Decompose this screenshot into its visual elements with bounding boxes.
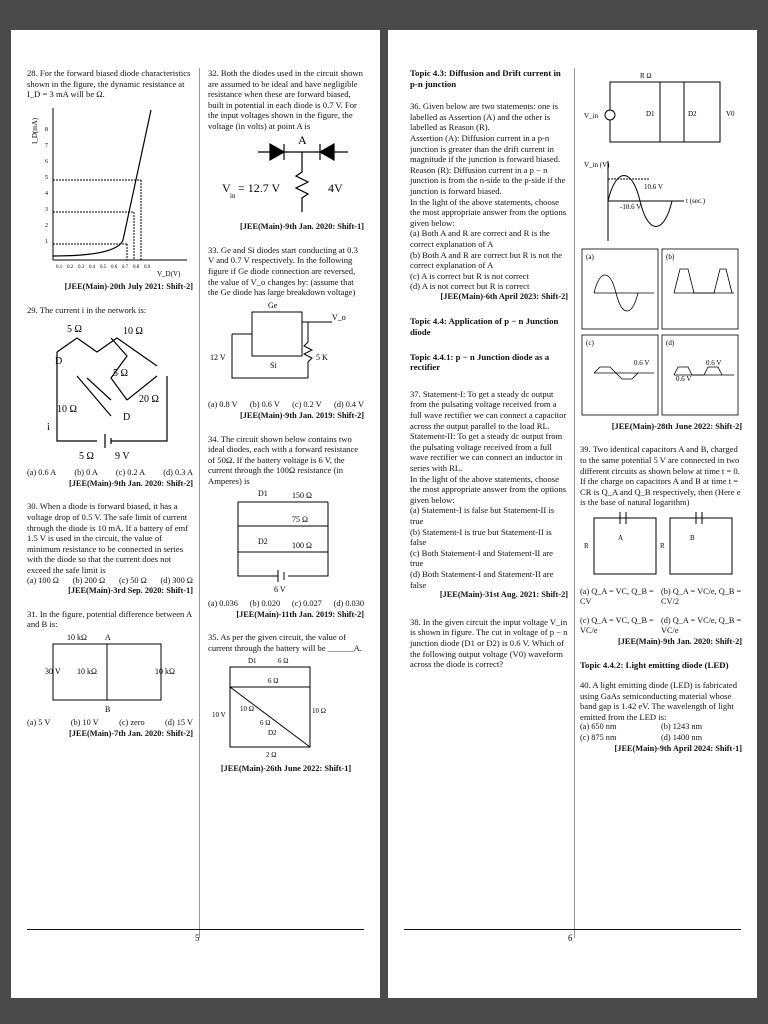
option[interactable]: (c) 875 nm — [580, 733, 617, 743]
q40-options — [580, 722, 742, 743]
footer-rule — [27, 929, 364, 930]
y-tick: 7 — [45, 142, 48, 149]
label: V_in — [584, 112, 598, 120]
option[interactable]: (a) Statement-I is false but Statement-II is true — [410, 505, 555, 526]
q33-options — [208, 400, 364, 411]
option[interactable]: (b) 200 Ω — [72, 575, 106, 585]
label: V_in (V) — [584, 160, 610, 169]
y-tick: 8 — [45, 126, 48, 133]
q29-ref: [JEE(Main)-9th Jan. 2020: Shift-2] — [69, 478, 193, 488]
footer-rule — [404, 929, 741, 930]
q38-text: 38. In the given circuit the input voltage V_in is shown in figure. The cut in voltage of p − n junction diode (D1 or D2) is 0.6 V. Which of the following output voltage (V0) waveform across the diode is correct? — [410, 616, 568, 670]
q31-circuit — [27, 630, 193, 716]
q32-text: 32. Both the diodes used in the circuit shown are assumed to be ideal and have negligible resistance when these are forward biased, built in potential in each diode is 0.7 V. For the input voltages shown in the figure, the voltage (in volts) at point A is — [208, 68, 363, 131]
option[interactable]: (b) 10 V — [70, 718, 99, 728]
x-tick: 0.9 — [144, 264, 151, 270]
option[interactable]: (a) 0.8 V — [208, 400, 238, 410]
label: 2 Ω — [266, 751, 277, 760]
y-tick: 1 — [45, 238, 48, 245]
q38-options-grid[interactable] — [580, 247, 742, 419]
column-divider — [574, 68, 575, 938]
label: A — [105, 632, 111, 642]
option[interactable]: (c) 50 Ω — [118, 575, 147, 585]
label: 4V — [328, 180, 343, 195]
label: 9 V — [115, 450, 130, 462]
q29-options — [27, 468, 193, 479]
q39-ref: [JEE(Main)-9th Jan. 2020: Shift-2] — [618, 636, 742, 646]
option[interactable]: (d) 15 V — [165, 718, 193, 728]
label: 30 V — [45, 666, 61, 676]
q40-ref: [JEE(Main)-9th April 2024: Shift-1] — [614, 743, 742, 753]
label: 0.6 V — [634, 359, 650, 368]
right-page-col1 — [410, 68, 568, 670]
label: A — [298, 132, 307, 147]
y-tick: 6 — [45, 158, 48, 165]
label: 5 Ω — [113, 367, 128, 379]
q33-circuit — [208, 298, 364, 398]
q37-instruction: In the light of the above statements, choose the most appropriate answer from the options given below: — [410, 473, 567, 505]
page-number: 5 — [195, 933, 200, 943]
option[interactable]: (b) Q_A = VC/e, Q_B = CV/2 — [661, 586, 742, 607]
option[interactable]: (b) 1243 nm — [661, 722, 703, 732]
x-tick: 0.4 — [89, 264, 96, 270]
label: 150 Ω — [292, 491, 312, 501]
q33-text: 33. Ge and Si diodes start conducting at 0.3 V and 0.7 V respectively. In the following figure if Ge diode connection are reversed, the value of V_o changes by: (assume that the Ge diode has large breakdown voltage) — [208, 244, 358, 298]
q40-text: 40. A light emitting diode (LED) is fabricated using GaAs semiconducting material whose band gap is 1.42 eV. The wavelength of light emitted from the LED is: — [580, 680, 738, 722]
option[interactable]: (d) 0.030 — [333, 599, 364, 609]
topic-4-4-2: Topic 4.4.2: Light emitting diode (LED) — [580, 659, 729, 670]
label: B — [690, 533, 695, 542]
y-tick: 5 — [45, 174, 48, 181]
x-tick: 0.1 — [56, 264, 63, 270]
x-tick: 0.8 — [133, 264, 140, 270]
q28-y-label: I_D(mA) — [31, 117, 39, 144]
q34-circuit — [208, 486, 364, 596]
label: D — [123, 411, 131, 423]
q28-curve — [53, 110, 151, 256]
q37-s1: 37. Statement-I: To get a steady dc output from the pulsating voltage received from a full wave rectifier we can connect a capacitor across the output parallel to the load RL. — [410, 388, 567, 431]
q36-ref: [JEE(Main)-6th April 2023: Shift-2] — [440, 291, 568, 301]
label: 75 Ω — [292, 515, 308, 525]
x-tick: 0.5 — [100, 264, 107, 270]
label: 6 Ω — [268, 677, 279, 686]
label: -10.6 V — [620, 202, 642, 211]
q28-x-label: V_D(V) — [157, 269, 181, 278]
option[interactable]: (c) 0.2 V — [292, 400, 322, 410]
option[interactable]: (d) 0.3 A — [163, 468, 193, 478]
label: 0.6 V — [706, 359, 722, 368]
label: (a) — [586, 253, 594, 262]
label: 0.6 V — [676, 375, 692, 384]
label: (b) — [666, 253, 675, 262]
right-page — [388, 30, 757, 998]
label: = 12.7 V — [238, 180, 281, 195]
label: 5 K — [316, 352, 328, 362]
x-tick: 0.6 — [111, 264, 118, 270]
label: 10 kΩ — [77, 666, 97, 676]
label: 10 Ω — [240, 705, 254, 714]
q29-circuit — [27, 316, 193, 466]
x-tick: 0.2 — [67, 264, 74, 270]
q34-options — [208, 599, 364, 610]
option[interactable]: (d) A is not correct but R is correct — [410, 281, 530, 292]
label: D1 — [646, 110, 655, 118]
topic-4-4: Topic 4.4: Application of p − n Junction diode — [410, 316, 559, 338]
option[interactable]: (d) 0.4 V — [333, 400, 364, 410]
y-tick: 4 — [45, 190, 48, 197]
label: R Ω — [640, 72, 652, 80]
left-page-col1 — [27, 68, 193, 740]
option[interactable]: (a) 100 Ω — [27, 575, 59, 585]
topic-4-3: Topic 4.3: Diffusion and Drift current in p-n junction — [410, 68, 561, 89]
q28-text: 28. For the forward biased diode characteristics shown in the figure, the dynamic resistance at I_D = 3 mA will be Ω. — [27, 68, 191, 100]
q29-text: 29. The current i in the network is: — [27, 304, 147, 315]
q33-ref: [JEE(Main)-9th Jan. 2019: Shift-2] — [240, 410, 364, 420]
right-page-col2 — [580, 68, 742, 754]
label: D2 — [688, 110, 697, 118]
q34-text: 34. The circuit shown below contains two ideal diodes, each with a forward resistance of 50Ω. If the battery voltage is 6 V, the current through the 100Ω resistance (in Amperes) is — [208, 433, 359, 486]
q32-circuit — [208, 132, 364, 220]
label: i — [47, 421, 50, 433]
option[interactable]: (d) Q_A = VC/e, Q_B = VC/e — [661, 615, 742, 636]
label: R — [660, 541, 665, 550]
q31-text: 31. In the figure, potential difference between A and B is: — [27, 608, 192, 630]
label: 10 Ω — [57, 403, 77, 415]
label: A — [618, 533, 624, 542]
q31-options — [27, 718, 193, 729]
q30-options — [27, 576, 193, 587]
q36-text: 36. Given below are two statements: one is labelled as Assertion (A) and the other is labelled as Reason (R). — [410, 101, 558, 133]
q30-text: 30. When a diode is forward biased, it has a voltage drop of 0.5 V. The safe limit of current through the diode is 10 mA. If a battery of emf 1.5 V is used in the circuit, the value of minimum resistance to be connected in series with the diode so that the current does not exceed the safe limit is — [27, 501, 189, 575]
option[interactable]: (a) 0.6 A — [27, 468, 57, 478]
label: 100 Ω — [292, 541, 312, 551]
left-page-col2 — [208, 68, 364, 775]
label: 5 Ω — [79, 450, 94, 462]
q31-ref: [JEE(Main)-7th Jan. 2020: Shift-2] — [69, 729, 193, 739]
q36-assertion: Assertion (A): Diffusion current in a p-n junction is greater than the drift current in magnitude if the junction is forward biased. — [410, 132, 561, 165]
label: D1 — [258, 489, 268, 499]
y-tick: 2 — [45, 222, 48, 229]
q35-ref: [JEE(Main)-26th June 2022: Shift-1] — [220, 764, 352, 774]
label: V_o — [332, 312, 346, 322]
label: 10 Ω — [312, 707, 326, 716]
label: D — [55, 355, 63, 367]
label: t (sec.) — [686, 196, 706, 205]
q28-ref: [JEE(Main)-20th July 2021: Shift-2] — [64, 282, 193, 292]
label: 10 V — [212, 711, 226, 720]
column-divider — [199, 68, 200, 938]
q34-ref: [JEE(Main)-11th Jan. 2019: Shift-2] — [236, 609, 364, 619]
q30-ref: [JEE(Main)-3rd Sep. 2020: Shift-1] — [68, 586, 193, 596]
label: 6 Ω — [278, 657, 289, 666]
option[interactable]: (d) 300 Ω — [160, 575, 193, 585]
label: 10 kΩ — [155, 666, 175, 676]
label: (d) — [666, 339, 675, 348]
label: V — [222, 180, 231, 195]
label: 20 Ω — [139, 393, 159, 405]
option[interactable]: (c) Q_A = VC, Q_B = VC/e — [580, 615, 654, 636]
option[interactable]: (c) 0.2 A — [115, 468, 146, 478]
q35-text: 35. As per the given circuit, the value of current through the battery will be ______A. — [208, 632, 362, 653]
option[interactable]: (b) Both A and R are correct but R is not the correct explanation of A — [410, 249, 563, 271]
option[interactable]: (c) 0.027 — [291, 599, 322, 609]
option[interactable]: (c) A is correct but R is not correct — [410, 270, 529, 281]
option[interactable]: (b) 0.020 — [249, 599, 281, 609]
label: 10 Ω — [123, 325, 143, 337]
q38-ref: [JEE(Main)-28th June 2022: Shift-2] — [611, 421, 742, 431]
q37-ref: [JEE(Main)-31st Aug. 2021: Shift-2] — [439, 590, 568, 600]
option[interactable]: (b) 0.6 V — [249, 400, 280, 410]
q37-s2: Statement-II: To get a steady dc output from the pulsating voltage received from a full wave rectifier we can connect an inductor in series with RL. — [410, 431, 563, 473]
q38-input-wave — [580, 157, 742, 245]
q39-circuits — [580, 508, 742, 580]
label: 10 kΩ — [67, 632, 87, 642]
option[interactable]: (a) 5 V — [27, 718, 51, 728]
option[interactable]: (d) 1400 nm — [661, 733, 703, 743]
label: (c) — [586, 339, 594, 348]
x-tick: 0.3 — [78, 264, 85, 270]
label: D2 — [268, 729, 277, 738]
q38-circuit — [580, 68, 742, 154]
option[interactable]: (c) Both Statement-I and Statement-II are true — [410, 547, 553, 569]
label: Ge — [268, 300, 278, 310]
option[interactable]: (d) Both Statement-I and Statement-II are false — [410, 568, 554, 590]
label: 6 V — [274, 585, 286, 595]
label: B — [105, 704, 111, 714]
q36-reason: Reason (R): Diffusion current in a p − n junction is from the n-side to the p-side if the junction is forward biased. — [410, 164, 566, 196]
q32-ref: [JEE(Main)-9th Jan. 2020: Shift-1] — [240, 222, 364, 232]
q35-circuit — [208, 653, 364, 761]
x-tick: 0.7 — [122, 264, 129, 270]
option[interactable]: (a) Both A and R are correct and R is the correct explanation of A — [410, 228, 550, 249]
option[interactable]: (b) 0 A — [74, 468, 98, 478]
left-page — [11, 30, 380, 998]
label: 10.6 V — [644, 182, 663, 191]
option[interactable]: (a) 650 nm — [580, 722, 617, 732]
option[interactable]: (a) Q_A = VC, Q_B = CV — [580, 586, 654, 607]
label: D1 — [248, 657, 257, 666]
label: 5 Ω — [67, 323, 82, 335]
q39-options — [580, 587, 742, 637]
label: 6 Ω — [260, 719, 271, 728]
label: in — [230, 191, 236, 200]
label: V0 — [726, 110, 735, 118]
page-number: 6 — [568, 933, 573, 943]
option[interactable]: (c) zero — [119, 718, 145, 728]
q39-text: 39. Two identical capacitors A and B, charged to the same potential 5 V are connected in two different circuits as shown below at time t = 0. If the charge on capacitors A and B at time t = CR is Q_A and Q_B respectively, then (Here e is the base of natural logarithm) — [580, 444, 741, 508]
topic-4-4-1: Topic 4.4.1: p − n Junction diode as a rectifier — [410, 351, 550, 373]
label: 12 V — [210, 352, 226, 362]
y-tick: 3 — [45, 206, 48, 213]
label: R — [584, 541, 589, 550]
q36-instruction: In the light of the above statements, choose the most appropriate answer from the options given below: — [410, 196, 567, 228]
label: Si — [270, 360, 277, 370]
q28-graph — [27, 100, 193, 280]
label: D2 — [258, 537, 268, 547]
option[interactable]: (a) 0.036 — [208, 599, 238, 609]
option[interactable]: (b) Statement-I is true but Statement-II is false — [410, 526, 552, 548]
